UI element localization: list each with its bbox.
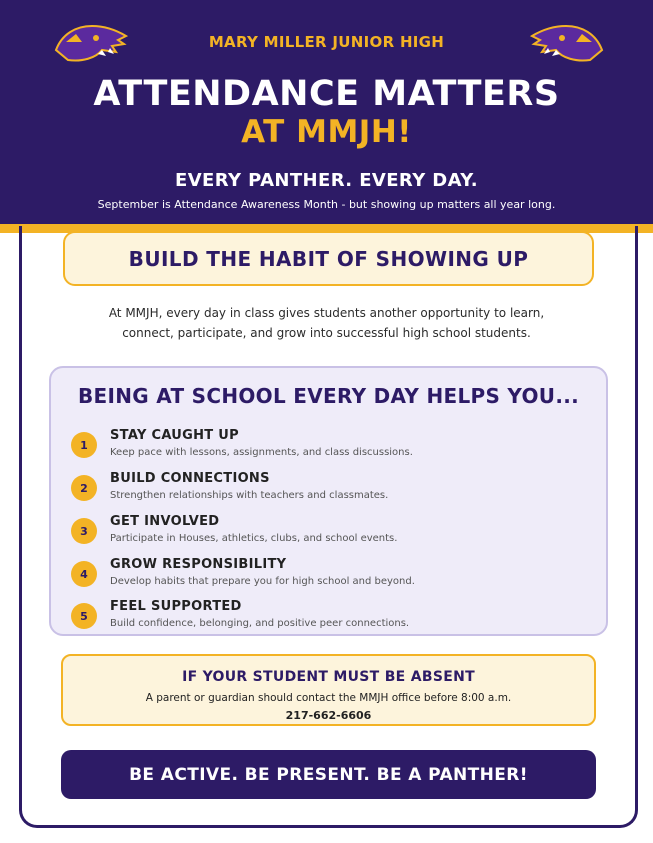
page-title: ATTENDANCE MATTERS — [93, 74, 560, 114]
intro-line: connect, participate, and grow into successful high school students. — [122, 326, 531, 340]
benefit-description: Keep pace with lessons, assignments, and class discussions. — [110, 447, 413, 458]
number-badge: 5 — [71, 603, 97, 629]
number-badge: 3 — [71, 518, 97, 544]
number-badge: 4 — [71, 561, 97, 587]
benefit-title: GET INVOLVED — [110, 514, 220, 529]
number-badge: 1 — [71, 432, 97, 458]
benefit-title: STAY CAUGHT UP — [110, 428, 239, 443]
benefit-item — [71, 514, 591, 554]
intro-paragraph — [80, 303, 573, 343]
benefit-title: FEEL SUPPORTED — [110, 599, 242, 614]
benefit-description: Develop habits that prepare you for high school and beyond. — [110, 576, 415, 587]
intro-line: At MMJH, every day in class gives students another opportunity to learn, — [108, 306, 545, 320]
number-badge: 2 — [71, 475, 97, 501]
benefit-title: GROW RESPONSIBILITY — [110, 557, 287, 572]
benefit-description: Strengthen relationships with teachers and classmates. — [110, 490, 389, 501]
benefit-description: Build confidence, belonging, and positive peer connections. — [110, 618, 410, 629]
page-title-line2: AT MMJH! — [241, 114, 412, 150]
benefit-description: Participate in Houses, athletics, clubs, and school events. — [110, 533, 398, 544]
subslogan: September is Attendance Awareness Month - but showing up matters all year long. — [97, 198, 556, 211]
office-phone: 217-662-6606 — [285, 709, 372, 722]
absence-text: A parent or guardian should contact the MMJH office before 8:00 a.m. — [145, 692, 512, 704]
absence-box — [61, 654, 596, 726]
footer-text: BE ACTIVE. BE PRESENT. BE A PANTHER! — [129, 764, 528, 785]
habit-heading-box — [63, 231, 594, 286]
slogan: EVERY PANTHER. EVERY DAY. — [175, 170, 478, 191]
absence-heading: IF YOUR STUDENT MUST BE ABSENT — [182, 669, 475, 685]
benefit-item — [71, 428, 591, 468]
benefit-item — [71, 471, 591, 511]
benefit-title: BUILD CONNECTIONS — [110, 471, 270, 486]
habit-heading: BUILD THE HABIT OF SHOWING UP — [128, 246, 529, 271]
benefit-item — [71, 557, 591, 597]
benefits-heading: BEING AT SCHOOL EVERY DAY HELPS YOU... — [77, 384, 580, 408]
benefit-item — [71, 599, 591, 639]
footer-banner — [61, 750, 596, 799]
school-name: MARY MILLER JUNIOR HIGH — [208, 33, 445, 51]
benefits-box — [49, 366, 608, 636]
